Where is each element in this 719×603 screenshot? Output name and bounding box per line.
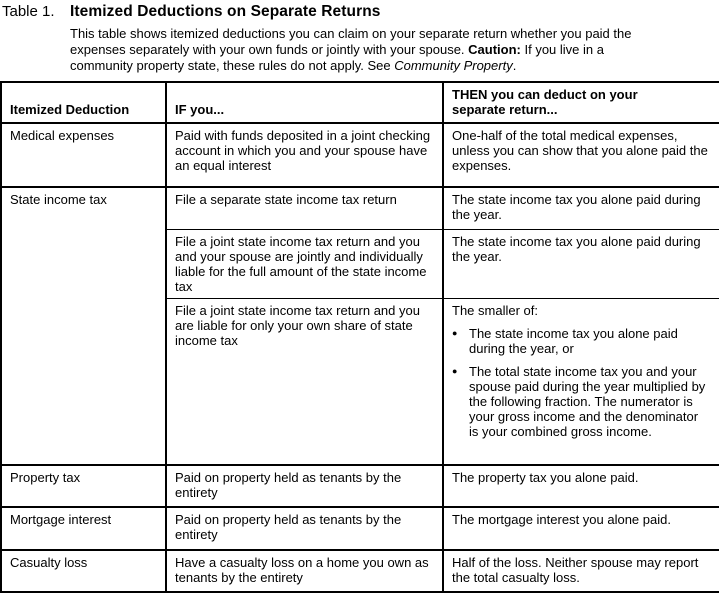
then-cell: The mortgage interest you alone paid. bbox=[443, 507, 719, 550]
bullet-item-text: The total state income tax you and your spouse paid during the year multiplied by the following fraction. The numerator is your gross income and the denominator is your combined gross income. bbox=[469, 363, 706, 439]
deduction-cell: Medical expenses bbox=[1, 123, 166, 187]
intro-text-after-caution: If you live in a community property state, these rules do not apply. See bbox=[70, 42, 604, 73]
table-number-label: Table 1. bbox=[2, 3, 55, 20]
table-title-row bbox=[0, 3, 719, 21]
then-lead-text: The smaller of: bbox=[452, 302, 538, 318]
table-header-row bbox=[1, 82, 719, 123]
table-row-property-tax bbox=[1, 465, 719, 507]
deduction-cell: Casualty loss bbox=[1, 550, 166, 592]
community-property-reference: Community Property bbox=[394, 58, 513, 73]
if-cell: Paid with funds deposited in a joint checking account in which you and your spouse have an equal interest bbox=[166, 123, 443, 187]
deduction-cell: State income tax bbox=[1, 187, 166, 465]
then-cell: The state income tax you alone paid during the year. bbox=[443, 229, 719, 298]
if-cell: Paid on property held as tenants by the entirety bbox=[166, 465, 443, 507]
then-cell: Half of the loss. Neither spouse may report the total casualty loss. bbox=[443, 550, 719, 592]
if-cell: File a joint state income tax return and you and your spouse are jointly and individually liable for the full amount of the state income tax bbox=[166, 229, 443, 298]
list-item bbox=[452, 364, 711, 439]
page-title: Itemized Deductions on Separate Returns bbox=[70, 3, 381, 20]
list-item bbox=[452, 326, 711, 356]
bullet-icon: ● bbox=[452, 327, 458, 338]
table-row-casualty-loss bbox=[1, 550, 719, 592]
then-cell: One-half of the total medical expenses, unless you can show that you alone paid the expenses. bbox=[443, 123, 719, 187]
if-cell: Paid on property held as tenants by the entirety bbox=[166, 507, 443, 550]
if-cell: Have a casualty loss on a home you own as tenants by the entirety bbox=[166, 550, 443, 592]
table-row-medical-expenses bbox=[1, 123, 719, 187]
table-row-state-income-tax bbox=[1, 187, 719, 229]
then-cell: The property tax you alone paid. bbox=[443, 465, 719, 507]
column-header-if-you: IF you... bbox=[166, 82, 443, 123]
if-cell: File a separate state income tax return bbox=[166, 187, 443, 229]
intro-text-end: . bbox=[512, 58, 517, 73]
deduction-cell: Property tax bbox=[1, 465, 166, 507]
bullet-item-text: The state income tax you alone paid during the year, or bbox=[469, 325, 678, 356]
then-cell: The state income tax you alone paid during the year. bbox=[443, 187, 719, 229]
bullet-icon: ● bbox=[452, 365, 458, 376]
if-cell: File a joint state income tax return and you are liable for only your own share of state income tax bbox=[166, 298, 443, 465]
then-cell bbox=[443, 298, 719, 465]
intro-text: This table shows itemized deductions you can claim on your separate return whether you paid the expenses separately with your own funds or jointly with your spouse. bbox=[70, 26, 632, 57]
table-row-mortgage-interest bbox=[1, 507, 719, 550]
intro-paragraph bbox=[70, 26, 654, 74]
itemized-deductions-table bbox=[0, 81, 719, 593]
column-header-then-deduct-text: THEN you can deduct on your separate return... bbox=[452, 87, 638, 117]
column-header-itemized-deduction: Itemized Deduction bbox=[1, 82, 166, 123]
caution-label: Caution: bbox=[468, 42, 521, 57]
deduction-cell: Mortgage interest bbox=[1, 507, 166, 550]
column-header-then-deduct bbox=[443, 82, 719, 123]
